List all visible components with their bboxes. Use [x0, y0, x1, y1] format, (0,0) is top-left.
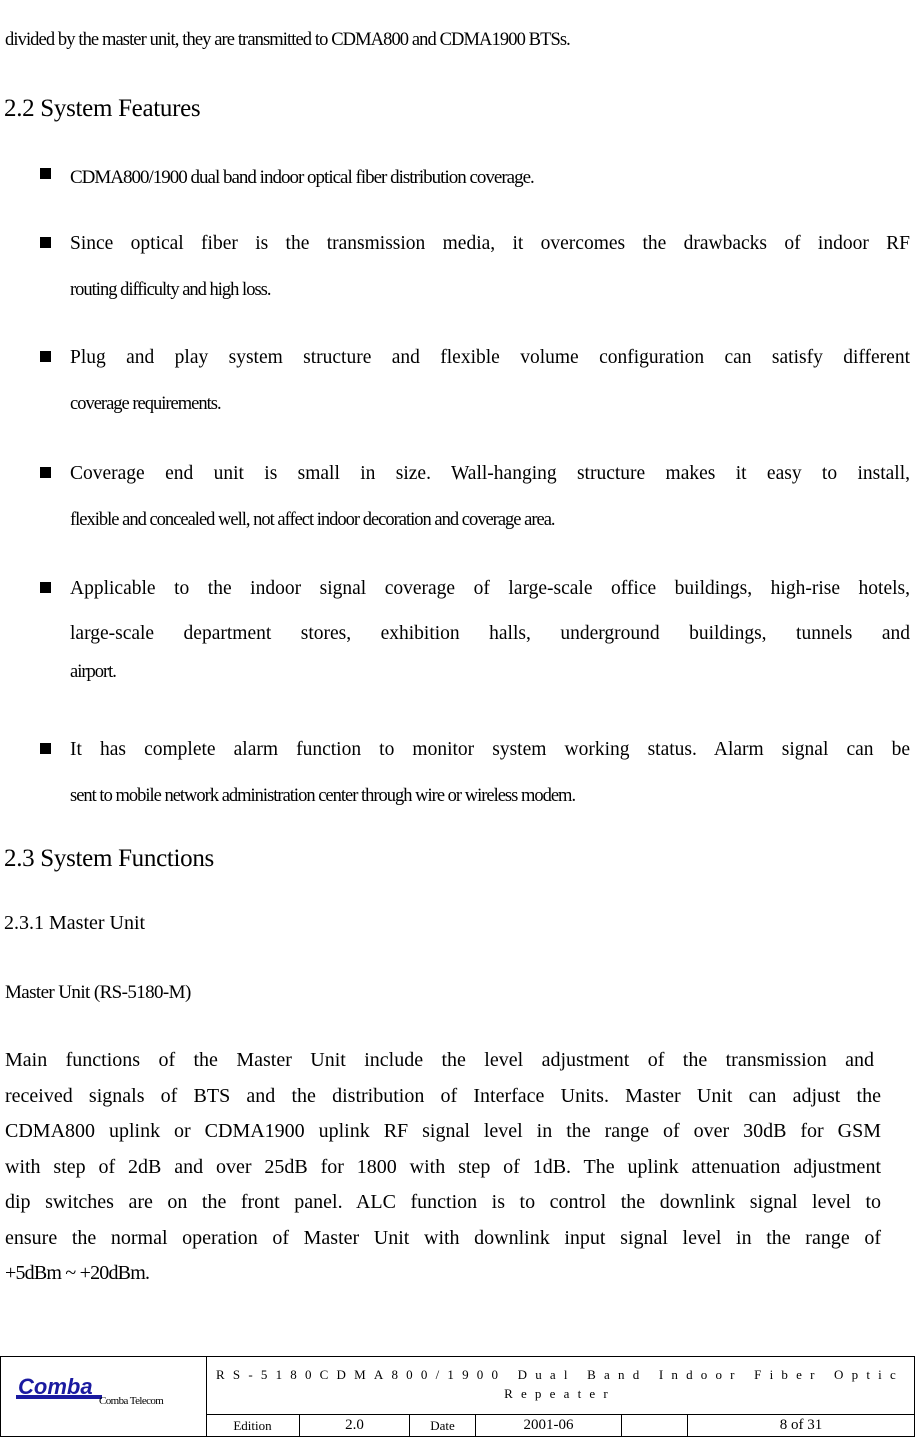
section-heading-system-functions: 2.3 System Functions: [4, 845, 214, 872]
document-title: [206, 1357, 914, 1415]
document-title-line: Repeater: [504, 1386, 616, 1401]
feature-text: CDMA800/1900 dual band indoor optical fiber distribution coverage.: [70, 167, 534, 188]
paragraph-line: received signals of BTS and the distribution of Interface Units. Master Unit can adjust the: [5, 1084, 881, 1107]
feature-text-cont: airport.: [70, 662, 116, 682]
feature-text-cont: sent to mobile network administration center through wire or wireless modem.: [70, 786, 576, 806]
bullet-square-icon: [40, 467, 51, 478]
paragraph-line: CDMA800 uplink or CDMA1900 uplink RF signal level in the range of over 30dB for GSM: [5, 1120, 881, 1142]
feature-item-2: [70, 224, 910, 305]
subsection-heading-master-unit: 2.3.1 Master Unit: [4, 912, 146, 934]
paragraph-line: ensure the normal operation of Master Unit with downlink input signal level in the range of: [5, 1226, 881, 1249]
page-number: 8 of 31: [779, 1417, 823, 1433]
company-name: Comba Telecom: [99, 1395, 164, 1407]
feature-item-6: [70, 730, 910, 811]
feature-item-3: [70, 338, 910, 419]
feature-text: Plug and play system structure and flexible volume configuration can satisfy different: [70, 347, 910, 368]
bullet-square-icon: [40, 582, 51, 593]
feature-item-5: [70, 569, 910, 687]
feature-text-cont: flexible and concealed well, not affect indoor decoration and coverage area.: [70, 510, 555, 530]
footer-logo-cell: [1, 1357, 207, 1436]
feature-text: Applicable to the indoor signal coverage of large-scale office buildings, high-rise hotels,: [70, 578, 910, 599]
section-heading-system-features: 2.2 System Features: [4, 95, 201, 122]
paragraph-line: +5dBm ~ +20dBm.: [5, 1262, 150, 1284]
feature-text: It has complete alarm function to monitor system working status. Alarm signal can be: [70, 739, 910, 760]
feature-text: Since optical fiber is the transmission media, it overcomes the drawbacks of indoor RF: [70, 233, 910, 254]
edition-label: Edition: [206, 1415, 300, 1436]
footer-empty-cell: [622, 1415, 688, 1436]
comba-logo: [16, 1375, 102, 1401]
logo-word: Comba: [18, 1375, 93, 1399]
feature-text-cont: routing difficulty and high loss.: [70, 280, 271, 300]
master-unit-paragraph: [5, 1043, 881, 1292]
feature-text-cont: coverage requirements.: [70, 394, 221, 414]
paragraph-line: dip switches are on the front panel. ALC function is to control the downlink signal level to: [5, 1191, 881, 1213]
bullet-square-icon: [40, 237, 51, 248]
feature-item-4: [70, 454, 910, 535]
paragraph-line: Main functions of the Master Unit include the level adjustment of the transmission and: [5, 1049, 874, 1071]
intro-text: divided by the master unit, they are transmitted to CDMA800 and CDMA1900 BTSs.: [5, 30, 570, 50]
paragraph-line: with step of 2dB and over 25dB for 1800 with step of 1dB. The uplink attenuation adjustment: [5, 1155, 881, 1178]
date-value: 2001-06: [476, 1415, 622, 1436]
feature-item-1: [70, 158, 910, 197]
bullet-square-icon: [40, 351, 51, 362]
bullet-square-icon: [40, 168, 51, 179]
date-label: Date: [410, 1415, 476, 1436]
edition-value: 2.0: [300, 1415, 410, 1436]
feature-text: Coverage end unit is small in size. Wall-hanging structure makes it easy to install,: [70, 463, 910, 484]
master-unit-label: Master Unit (RS-5180-M): [5, 982, 191, 1003]
document-title-line: RS-5180CDMA800/1900 Dual Band Indoor Fiber Optic: [216, 1367, 904, 1382]
page-footer: [0, 1356, 915, 1437]
feature-text-cont: large-scale department stores, exhibition halls, underground buildings, tunnels and: [70, 623, 910, 644]
bullet-square-icon: [40, 743, 51, 754]
